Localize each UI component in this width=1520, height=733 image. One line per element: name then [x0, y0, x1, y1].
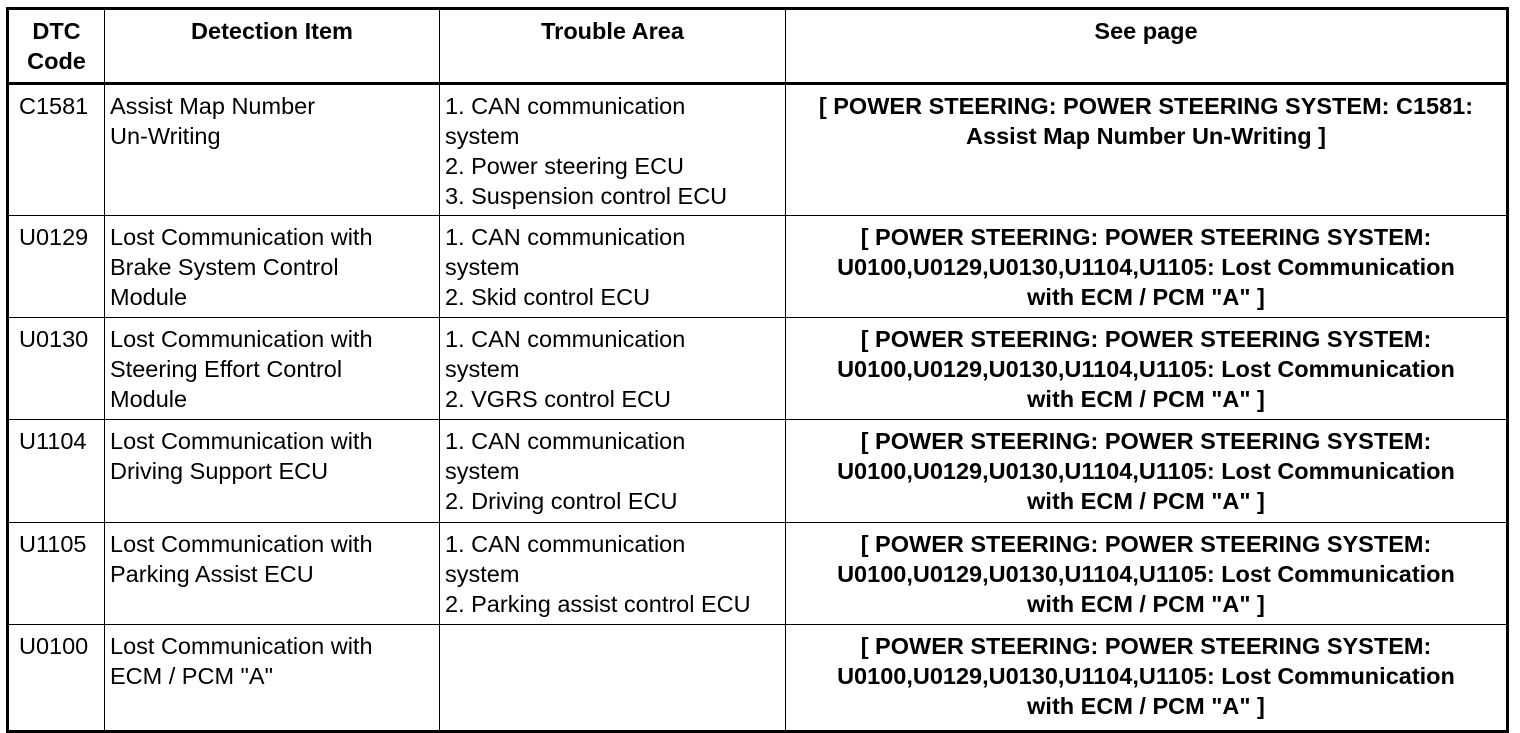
detection-item-cell [105, 420, 440, 523]
trouble-area-line: system [445, 123, 520, 149]
detection-item-cell [105, 318, 440, 420]
detection-item-cell [105, 216, 440, 318]
see-page-line: [ POWER STEERING: POWER STEERING SYSTEM: [860, 633, 1432, 659]
see-page-line: with ECM / PCM "A" ] [1027, 284, 1265, 310]
see-page-link[interactable] [786, 420, 1508, 523]
trouble-area-line: 1. CAN communication [445, 224, 686, 250]
detection-item-line: Lost Communication with [110, 531, 373, 557]
dtc-code-cell: U0100 [8, 625, 105, 732]
trouble-area-line: 3. Suspension control ECU [445, 183, 728, 209]
detection-item-line: Un-Writing [110, 123, 221, 149]
dtc-code-cell: U1104 [8, 420, 105, 523]
see-page-link[interactable] [786, 625, 1508, 732]
trouble-area-cell [440, 523, 786, 625]
dtc-code-cell: U0130 [8, 318, 105, 420]
trouble-area-line: 1. CAN communication [445, 93, 686, 119]
table-row [8, 625, 1508, 732]
detection-item-line: Parking Assist ECU [110, 561, 314, 587]
see-page-line: U0100,U0129,U0130,U1104,U1105: Lost Communication [837, 458, 1455, 484]
trouble-area-line: system [445, 356, 520, 382]
table-row [8, 318, 1508, 420]
dtc-code-cell: U1105 [8, 523, 105, 625]
header-detection-item: Detection Item [105, 9, 440, 84]
trouble-area-line: system [445, 458, 520, 484]
trouble-area-cell [440, 216, 786, 318]
dtc-table [6, 7, 1509, 733]
detection-item-line: Module [110, 284, 188, 310]
dtc-code-cell: U0129 [8, 216, 105, 318]
see-page-line: [ POWER STEERING: POWER STEERING SYSTEM: [860, 326, 1432, 352]
table-row [8, 216, 1508, 318]
trouble-area-line: 2. VGRS control ECU [445, 386, 671, 412]
trouble-area-line: system [445, 254, 520, 280]
detection-item-line: Module [110, 386, 188, 412]
detection-item-line: ECM / PCM "A" [110, 663, 273, 689]
see-page-link[interactable] [786, 318, 1508, 420]
see-page-line: with ECM / PCM "A" ] [1027, 693, 1265, 719]
trouble-area-line: 1. CAN communication [445, 531, 686, 557]
detection-item-cell [105, 84, 440, 216]
detection-item-line: Lost Communication with [110, 633, 373, 659]
header-dtc-code-line: Code [27, 48, 86, 74]
detection-item-cell [105, 625, 440, 732]
trouble-area-line: 2. Driving control ECU [445, 488, 678, 514]
detection-item-line: Driving Support ECU [110, 458, 329, 484]
see-page-line: U0100,U0129,U0130,U1104,U1105: Lost Communication [837, 561, 1455, 587]
trouble-area-line: 2. Power steering ECU [445, 153, 685, 179]
trouble-area-cell [440, 625, 786, 732]
see-page-line: with ECM / PCM "A" ] [1027, 488, 1265, 514]
trouble-area-line: 1. CAN communication [445, 326, 686, 352]
table-row [8, 420, 1508, 523]
see-page-line: [ POWER STEERING: POWER STEERING SYSTEM: [860, 428, 1432, 454]
table-body [8, 84, 1508, 732]
see-page-line: Assist Map Number Un-Writing ] [966, 123, 1326, 149]
see-page-link[interactable] [786, 84, 1508, 216]
see-page-line: with ECM / PCM "A" ] [1027, 386, 1265, 412]
detection-item-line: Assist Map Number [110, 93, 316, 119]
table-header-row [8, 9, 1508, 84]
detection-item-line: Brake System Control [110, 254, 339, 280]
see-page-line: [ POWER STEERING: POWER STEERING SYSTEM: C1581: [818, 93, 1474, 119]
see-page-line: [ POWER STEERING: POWER STEERING SYSTEM: [860, 531, 1432, 557]
detection-item-line: Lost Communication with [110, 224, 373, 250]
see-page-line: with ECM / PCM "A" ] [1027, 591, 1265, 617]
trouble-area-line: system [445, 561, 520, 587]
see-page-line: U0100,U0129,U0130,U1104,U1105: Lost Communication [837, 356, 1455, 382]
trouble-area-line: 2. Parking assist control ECU [445, 591, 751, 617]
see-page-line: U0100,U0129,U0130,U1104,U1105: Lost Communication [837, 254, 1455, 280]
dtc-code-cell: C1581 [8, 84, 105, 216]
trouble-area-cell [440, 318, 786, 420]
header-see-page: See page [786, 9, 1508, 84]
detection-item-line: Lost Communication with [110, 326, 373, 352]
see-page-line: U0100,U0129,U0130,U1104,U1105: Lost Communication [837, 663, 1455, 689]
header-dtc-code [8, 9, 105, 84]
header-dtc-code-line: DTC [32, 18, 81, 44]
detection-item-line: Lost Communication with [110, 428, 373, 454]
detection-item-line: Steering Effort Control [110, 356, 343, 382]
table-row [8, 84, 1508, 216]
header-trouble-area: Trouble Area [440, 9, 786, 84]
table-row [8, 523, 1508, 625]
see-page-link[interactable] [786, 523, 1508, 625]
trouble-area-cell [440, 84, 786, 216]
see-page-line: [ POWER STEERING: POWER STEERING SYSTEM: [860, 224, 1432, 250]
trouble-area-line: 2. Skid control ECU [445, 284, 651, 310]
trouble-area-line: 1. CAN communication [445, 428, 686, 454]
see-page-link[interactable] [786, 216, 1508, 318]
trouble-area-cell [440, 420, 786, 523]
detection-item-cell [105, 523, 440, 625]
